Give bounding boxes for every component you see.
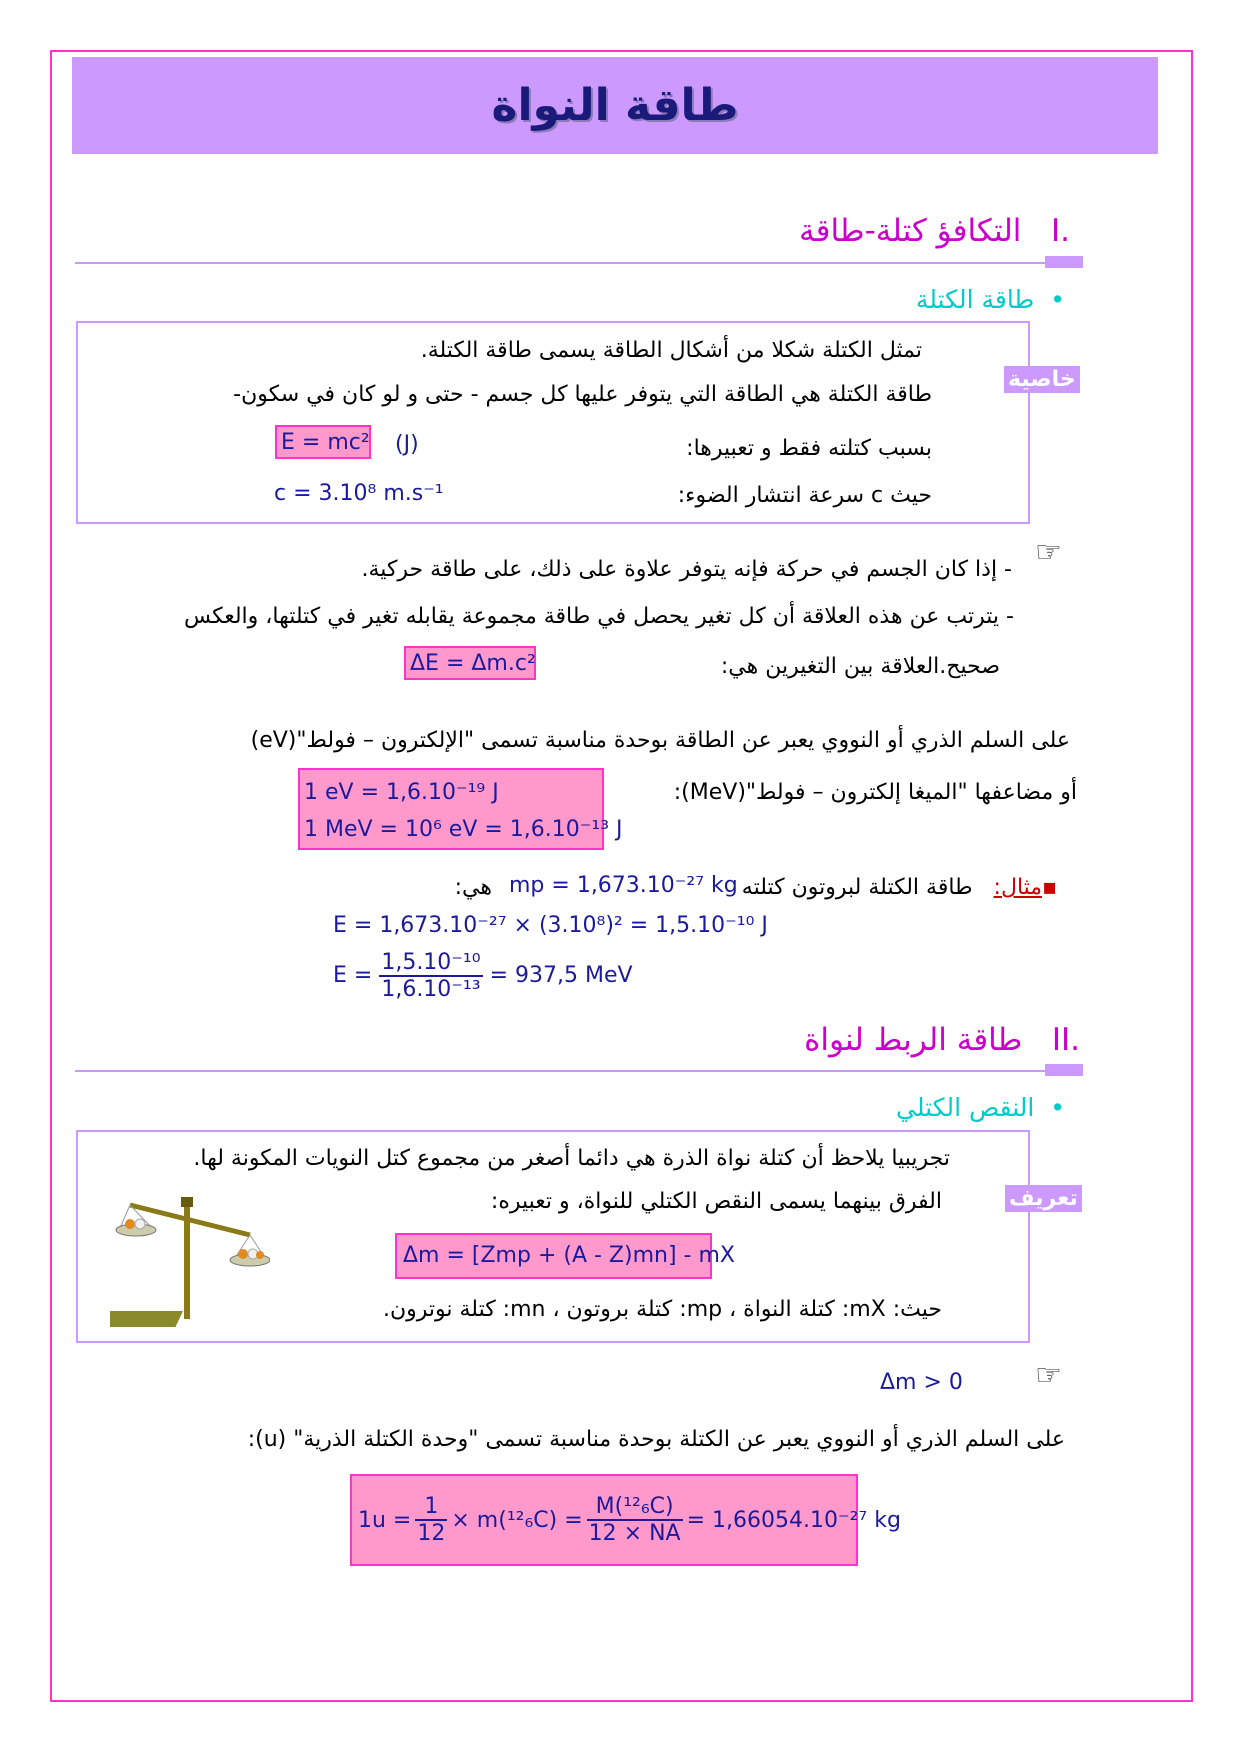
example-end: هي: [454,875,492,900]
definition-line1: تجريبيا يلاحظ أن كتلة نواة الذرة هي دائما أصغر من مجموع كتل النويات المكونة لها. [193,1146,950,1171]
property-tag: خاصية [1004,366,1080,393]
pointing-hand-icon-2: ☞ [1035,1358,1062,1393]
property-line3: بسبب كتلته فقط و تعبيرها: [686,436,932,461]
pointing-hand-icon: ☞ [1035,535,1062,570]
section1-number: .I [1050,213,1070,249]
page-title: طاقة النواة [491,80,739,131]
bullet-dot-icon: • [1050,285,1065,314]
section1-rule [75,262,1075,264]
ev-definition: على السلم الذري أو النووي يعبر عن الطاقة بوحدة مناسبة تسمى "الإلكترون – فولط"(eV) [250,728,1070,753]
speed-of-light: c = 3.10⁸ m.s⁻¹ [274,481,444,506]
definition-where: حيث: mX: كتلة النواة ، mp: كتلة بروتون ، mn: كتلة نوترون. [382,1297,942,1322]
section1-title: التكافؤ كتلة-طاقة [799,213,1022,249]
amu-definition: على السلم الذري أو النووي يعبر عن الكتلة بوحدة مناسبة تسمى "وحدة الكتلة الذرية" (u): [247,1427,1065,1452]
section2-title: طاقة الربط لنواة [804,1022,1023,1058]
ev-conversion-box [298,768,623,850]
formula-delta-E: ΔE = Δm.c² [404,646,536,680]
example-fraction: $\frac{\text{1,5.10⁻¹⁰}}{\text{1,6.10⁻¹³}}$ [381,950,481,1002]
mass-defect-formula: Δm = [Zmp + (A - Z)mn] - mX [395,1233,712,1279]
example-label: مثال: [993,875,1043,900]
note-kinetic: - إذا كان الجسم في حركة فإنه يتوفر علاوة على ذلك، على طاقة حركية. [361,557,1012,582]
example-line: ▪مثال: طاقة الكتلة لبروتون كتلته [741,875,1057,900]
note-relation: صحيح.العلاقة بين التغيرين هي: [720,654,1000,679]
note-mass-change: - يترتب عن هذه العلاقة أن كل تغير يحصل في طاقة مجموعة يقابله تغير في كتلتها، والعكس [184,604,1014,629]
section1-rule-tab [1045,256,1083,268]
section2-rule-tab [1045,1064,1083,1076]
bullet-dot-icon: • [1050,1093,1065,1122]
section2-heading [804,1022,1080,1058]
unit-joule: (J) [395,432,419,457]
example-text: طاقة الكتلة لبروتون كتلته [741,875,973,900]
ev-equation: 1 eV = 1,6.10⁻¹⁹ J [304,780,499,805]
bullet-mass-energy: • طاقة الكتلة [915,285,1065,314]
example-calc1: E = 1,673.10⁻²⁷ × (3.10⁸)² = 1,5.10⁻¹⁰ J [333,913,768,938]
mev-equation: 1 MeV = 10⁶ eV = 1,6.10⁻¹³ J [304,817,623,842]
property-line1: تمثل الكتلة شكلا من أشكال الطاقة يسمى طاقة الكتلة. [420,338,922,363]
amu-formula-box: 1u = $\frac{1}{12}$ × m(¹²₆C) = $\frac{\text{M(¹²₆C)}}{12 \times NA}$ = 1,66054.10⁻²⁷ kg [350,1474,858,1566]
bullet-mass-defect: • النقص الكتلي [895,1093,1065,1122]
formula-E-mc2: E = mc² [275,425,371,459]
mass-defect-positive: Δm > 0 [880,1370,963,1395]
definition-tag: تعريف [1005,1185,1082,1212]
balance-scale-icon [110,1193,270,1333]
mev-definition: أو مضاعفها "الميغا إلكترون – فولط"(MeV): [673,780,1077,805]
section1-heading [799,213,1070,249]
section2-number: .II [1051,1022,1080,1058]
section2-rule [75,1070,1075,1072]
property-line2: طاقة الكتلة هي الطاقة التي يتوفر عليها كل جسم - حتى و لو كان في سكون- [233,382,932,407]
definition-line2: الفرق بينهما يسمى النقص الكتلي للنواة، و تعبيره: [490,1189,942,1214]
proton-mass: mp = 1,673.10⁻²⁷ kg [509,873,738,898]
example-calc2: E = $\frac{\text{1,5.10⁻¹⁰}}{\text{1,6.10⁻¹³}}$ = 937,5 MeV [333,950,633,1002]
property-line4: حيث c سرعة انتشار الضوء: [677,483,932,508]
